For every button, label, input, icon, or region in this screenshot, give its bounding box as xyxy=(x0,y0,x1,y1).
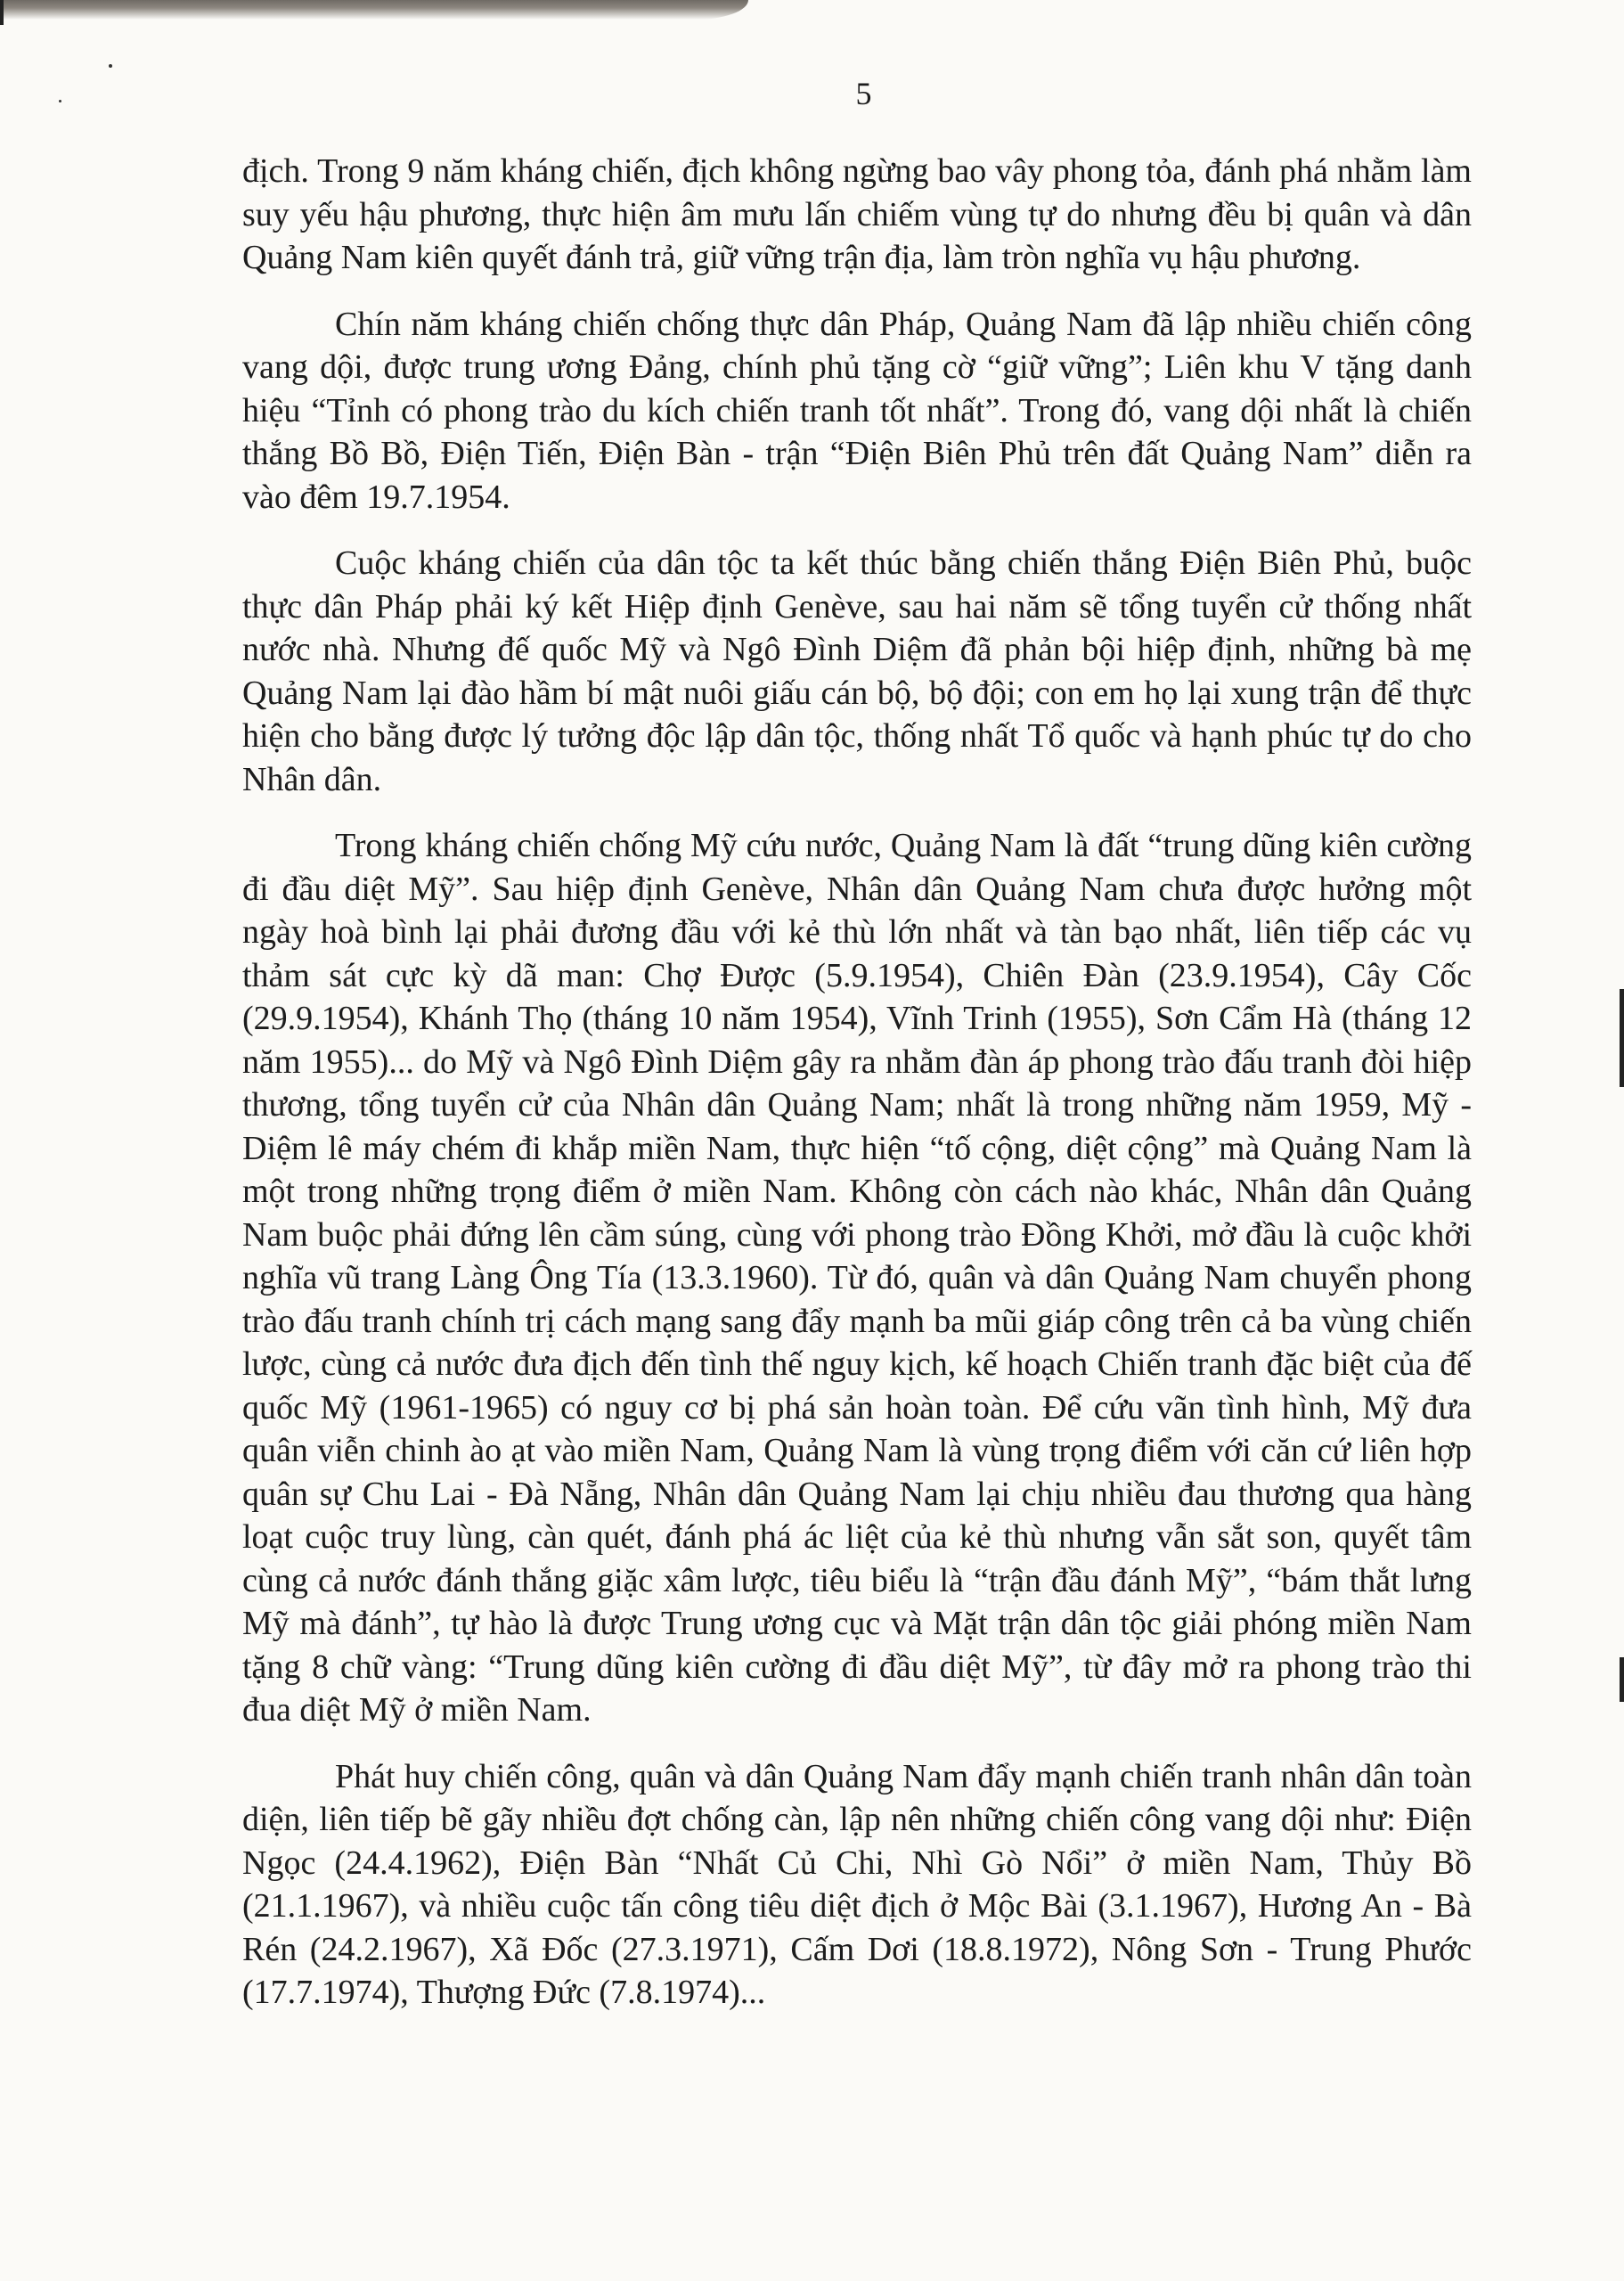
scan-top-edge-shadow xyxy=(0,0,748,20)
paragraph: Trong kháng chiến chống Mỹ cứu nước, Quảng Nam là đất “trung dũng kiên cường đi đầu diệt Mỹ”. Sau hiệp định Genève, Nhân dân Quảng Nam chưa được hưởng một ngày hoà bình lại phải đương đầu với kẻ thù lớn nhất và tàn bạo nhất, liên tiếp các vụ thảm sát cực kỳ dã man: Chợ Được (5.9.1954), Chiên Đàn (23.9.1954), Cây Cốc (29.9.1954), Khánh Thọ (tháng 10 năm 1954), Vĩnh Trinh (1955), Sơn Cẩm Hà (tháng 12 năm 1955)... do Mỹ và Ngô Đình Diệm gây ra nhằm đàn áp phong trào đấu tranh đòi hiệp thương, tổng tuyển cử của Nhân dân Quảng Nam; nhất là trong những năm 1959, Mỹ - Diệm lê máy chém đi khắp miền Nam, thực hiện “tố cộng, diệt cộng” mà Quảng Nam là một trong những trọng điểm ở miền Nam. Không còn cách nào khác, Nhân dân Quảng Nam buộc phải đứng lên cầm súng, cùng với phong trào Đồng Khởi, mở đầu là cuộc khởi nghĩa vũ trang Làng Ông Tía (13.3.1960). Từ đó, quân và dân Quảng Nam chuyển phong trào đấu tranh chính trị cách mạng sang đẩy mạnh ba mũi giáp công trên cả ba vùng chiến lược, cùng cả nước đưa địch đến tình thế nguy kịch, kế hoạch Chiến tranh đặc biệt của đế quốc Mỹ (1961-1965) có nguy cơ bị phá sản hoàn toàn. Để cứu vãn tình hình, Mỹ đưa quân viễn chinh ào ạt vào miền Nam, Quảng Nam là vùng trọng điểm với căn cứ liên hợp quân sự Chu Lai - Đà Nẵng, Nhân dân Quảng Nam lại chịu nhiều đau thương qua hàng loạt cuộc truy lùng, càn quét, đánh phá ác liệt của kẻ thù nhưng vẫn sắt son, quyết tâm cùng cả nước đánh thắng giặc xâm lược, tiêu biểu là “trận đầu đánh Mỹ”, “bám thắt lưng Mỹ mà đánh”, tự hào là được Trung ương cục và Mặt trận dân tộc giải phóng miền Nam tặng 8 chữ vàng: “Trung dũng kiên cường đi đầu diệt Mỹ”, từ đây mở ra phong trào thi đua diệt Mỹ ở miền Nam. xyxy=(242,827,1472,1729)
paragraph: Chín năm kháng chiến chống thực dân Pháp, Quảng Nam đã lập nhiều chiến công vang dội, được trung ương Đảng, chính phủ tặng cờ “giữ vững”; Liên khu V tặng danh hiệu “Tỉnh có phong trào du kích chiến tranh tốt nhất”. Trong đó, vang dội nhất là chiến thắng Bồ Bồ, Điện Tiến, Điện Bàn - trận “Điện Biên Phủ trên đất Quảng Nam” diễn ra vào đêm 19.7.1954. xyxy=(242,305,1472,516)
scan-left-edge-mark xyxy=(0,0,4,25)
document-body xyxy=(242,150,1472,2038)
paragraph: Cuộc kháng chiến của dân tộc ta kết thúc bằng chiến thắng Điện Biên Phủ, buộc thực dân Pháp phải ký kết Hiệp định Genève, sau hai năm sẽ tổng tuyển cử thống nhất nước nhà. Nhưng đế quốc Mỹ và Ngô Đình Diệm đã phản bội hiệp định, những bà mẹ Quảng Nam lại đào hầm bí mật nuôi giấu cán bộ, bộ đội; con em họ lại xung trận để thực hiện cho bằng được lý tưởng độc lập dân tộc, thống nhất Tổ quốc và hạnh phúc tự do cho Nhân dân. xyxy=(242,544,1472,798)
scan-speck xyxy=(109,64,112,68)
scan-right-edge-mark xyxy=(1620,989,1624,1087)
page-number: 5 xyxy=(855,76,872,111)
paragraph: Phát huy chiến công, quân và dân Quảng Nam đẩy mạnh chiến tranh nhân dân toàn diện, liên tiếp bẽ gãy nhiều đợt chống càn, lập nên những chiến công vang dội như: Điện Ngọc (24.4.1962), Điện Bàn “Nhất Củ Chi, Nhì Gò Nổi” ở miền Nam, Thủy Bồ (21.1.1967), và nhiều cuộc tấn công tiêu diệt địch ở Mộc Bài (3.1.1967), Hương An - Bà Rén (24.2.1967), Xã Đốc (27.3.1971), Cấm Dơi (18.8.1972), Nông Sơn - Trung Phước (17.7.1974), Thượng Đức (7.8.1974)... xyxy=(242,1757,1472,2011)
paragraph: địch. Trong 9 năm kháng chiến, địch không ngừng bao vây phong tỏa, đánh phá nhằm làm suy yếu hậu phương, thực hiện âm mưu lấn chiếm vùng tự do nhưng đều bị quân và dân Quảng Nam kiên quyết đánh trả, giữ vững trận địa, làm tròn nghĩa vụ hậu phương. xyxy=(242,152,1472,276)
scan-right-edge-mark xyxy=(1620,1657,1624,1702)
